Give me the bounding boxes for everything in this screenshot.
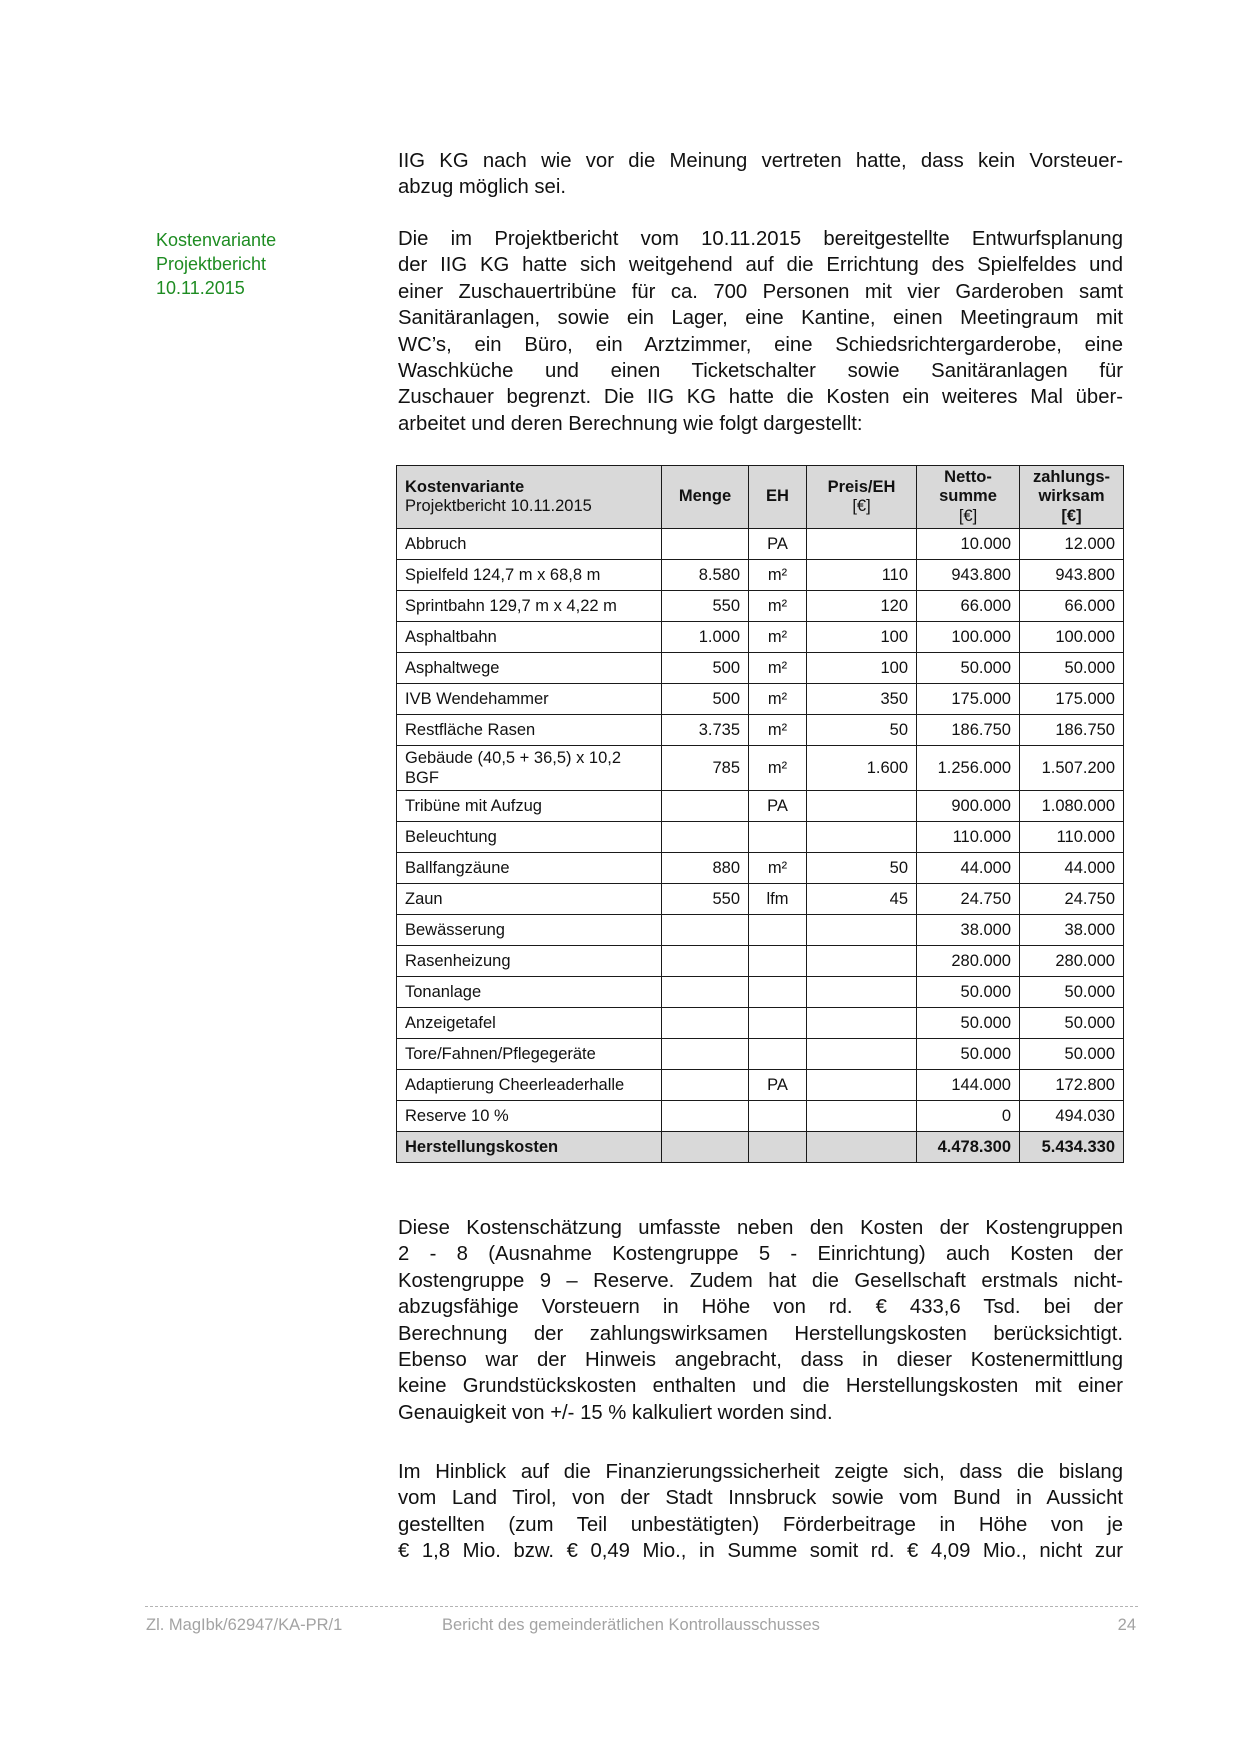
cell-zahlungswirksam: 5.434.330	[1020, 1132, 1124, 1163]
cell-eh: m²	[749, 715, 807, 746]
cell-menge	[662, 529, 749, 560]
header-title: Kostenvariante	[405, 477, 525, 496]
table-row	[397, 529, 1124, 560]
cost-table	[396, 465, 1124, 1163]
cell-eh: m²	[749, 746, 807, 791]
cell-menge	[662, 977, 749, 1008]
cell-menge: 3.735	[662, 715, 749, 746]
cell-label: Anzeigetafel	[397, 1008, 662, 1039]
cell-menge: 500	[662, 653, 749, 684]
cell-zahlungswirksam: 1.507.200	[1020, 746, 1124, 791]
cell-eh	[749, 1132, 807, 1163]
cell-menge	[662, 1132, 749, 1163]
table-row	[397, 560, 1124, 591]
margin-note-line: Projektbericht	[156, 254, 267, 274]
cell-eh	[749, 915, 807, 946]
cell-nettosumme: 280.000	[917, 946, 1020, 977]
cell-nettosumme: 175.000	[917, 684, 1020, 715]
cell-eh	[749, 1039, 807, 1070]
text-line: Berechnung der zahlungswirksamen Herstellungskosten berücksichtigt.	[398, 1322, 1123, 1345]
cell-label: Spielfeld 124,7 m x 68,8 m	[397, 560, 662, 591]
cell-eh: PA	[749, 1070, 807, 1101]
cell-menge: 550	[662, 591, 749, 622]
cell-label: IVB Wendehammer	[397, 684, 662, 715]
header-subtitle: Projektbericht 10.11.2015	[405, 497, 592, 515]
text-line: Diese Kostenschätzung umfasste neben den Kosten der Kostengruppen	[398, 1217, 1123, 1239]
cell-label: Gebäude (40,5 + 36,5) x 10,2 BGF	[397, 746, 662, 791]
cell-eh	[749, 1101, 807, 1132]
cell-label: Bewässerung	[397, 915, 662, 946]
table-row	[397, 884, 1124, 915]
cell-preis: 50	[807, 715, 917, 746]
cell-label: Beleuchtung	[397, 822, 662, 853]
cell-nettosumme: 10.000	[917, 529, 1020, 560]
cell-preis: 100	[807, 622, 917, 653]
header-unit: [€]	[852, 497, 871, 515]
cell-preis: 100	[807, 653, 917, 684]
table-row	[397, 1101, 1124, 1132]
cell-zahlungswirksam: 100.000	[1020, 622, 1124, 653]
cell-zahlungswirksam: 66.000	[1020, 591, 1124, 622]
header-unit: [€]	[958, 506, 978, 525]
cell-eh	[749, 977, 807, 1008]
cell-nettosumme: 1.256.000	[917, 746, 1020, 791]
cell-eh: m²	[749, 560, 807, 591]
cell-menge	[662, 1039, 749, 1070]
cell-eh: m²	[749, 853, 807, 884]
cell-preis: 50	[807, 853, 917, 884]
cell-eh: m²	[749, 653, 807, 684]
cell-label: Tribüne mit Aufzug	[397, 791, 662, 822]
cell-label: Asphaltwege	[397, 653, 662, 684]
cell-nettosumme: 50.000	[917, 1039, 1020, 1070]
table-row	[397, 822, 1124, 853]
table-header-row	[397, 466, 1124, 529]
cell-nettosumme: 943.800	[917, 560, 1020, 591]
text-line: gestellten (zum Teil unbestätigten) Förderbeitrage in Höhe von je	[398, 1513, 1123, 1536]
header-title: wirksam	[1038, 487, 1105, 506]
cell-menge	[662, 915, 749, 946]
cell-zahlungswirksam: 50.000	[1020, 653, 1124, 684]
cell-zahlungswirksam: 175.000	[1020, 684, 1124, 715]
table-row	[397, 1039, 1124, 1070]
cell-label: Herstellungskosten	[397, 1132, 662, 1163]
cell-preis	[807, 977, 917, 1008]
cell-nettosumme: 66.000	[917, 591, 1020, 622]
cell-menge	[662, 822, 749, 853]
cell-menge	[662, 1008, 749, 1039]
cell-label: Rasenheizung	[397, 946, 662, 977]
text-line: vom Land Tirol, von der Stadt Innsbruck sowie vom Bund in Aussicht	[398, 1487, 1123, 1510]
header-title: Netto-	[944, 467, 992, 486]
header-title: zahlungs-	[1033, 467, 1110, 486]
header-title: Preis/EH	[827, 477, 896, 496]
header-eh: EH	[749, 466, 807, 529]
cell-label: Zaun	[397, 884, 662, 915]
table-row	[397, 915, 1124, 946]
cell-zahlungswirksam: 50.000	[1020, 977, 1124, 1008]
cell-nettosumme: 24.750	[917, 884, 1020, 915]
cell-nettosumme: 4.478.300	[917, 1132, 1020, 1163]
cell-eh: m²	[749, 684, 807, 715]
cell-zahlungswirksam: 943.800	[1020, 560, 1124, 591]
cell-nettosumme: 50.000	[917, 653, 1020, 684]
cell-label: Reserve 10 %	[397, 1101, 662, 1132]
text-line: 2 - 8 (Ausnahme Kostengruppe 5 - Einrichtung) auch Kosten der	[398, 1243, 1123, 1266]
cell-menge	[662, 946, 749, 977]
cell-preis	[807, 1039, 917, 1070]
text-line: Im Hinblick auf die Finanzierungssicherheit zeigte sich, dass die bislang	[398, 1461, 1123, 1483]
cell-label: Ballfangzäune	[397, 853, 662, 884]
cell-eh: m²	[749, 622, 807, 653]
cell-preis	[807, 529, 917, 560]
cell-menge: 1.000	[662, 622, 749, 653]
cell-eh	[749, 1008, 807, 1039]
table-row	[397, 1008, 1124, 1039]
cell-nettosumme: 110.000	[917, 822, 1020, 853]
cell-zahlungswirksam: 494.030	[1020, 1101, 1124, 1132]
text-line: abzugsfähige Vorsteuern in Höhe von rd. € 433,6 Tsd. bei der	[398, 1296, 1123, 1319]
cell-preis	[807, 1101, 917, 1132]
cell-nettosumme: 38.000	[917, 915, 1020, 946]
header-kostenvariante	[397, 466, 662, 529]
cell-nettosumme: 50.000	[917, 1008, 1020, 1039]
cell-nettosumme: 50.000	[917, 977, 1020, 1008]
cell-zahlungswirksam: 50.000	[1020, 1008, 1124, 1039]
header-menge: Menge	[662, 466, 749, 529]
cell-label: Restfläche Rasen	[397, 715, 662, 746]
header-title: summe	[939, 487, 997, 506]
table-row	[397, 791, 1124, 822]
text-line: Kostengruppe 9 – Reserve. Zudem hat die Gesellschaft erstmals nicht-	[398, 1269, 1123, 1292]
cell-zahlungswirksam: 110.000	[1020, 822, 1124, 853]
margin-note-line: 10.11.2015	[156, 278, 245, 298]
text-line: IIG KG nach wie vor die Meinung vertreten hatte, dass kein Vorsteuer-	[398, 150, 1123, 172]
footer-reference: Zl. MagIbk/62947/KA-PR/1	[146, 1616, 343, 1634]
cell-menge	[662, 1101, 749, 1132]
cell-preis	[807, 915, 917, 946]
text-line: Die im Projektbericht vom 10.11.2015 bereitgestellte Entwurfsplanung	[398, 228, 1123, 250]
table-row	[397, 1070, 1124, 1101]
table-row	[397, 946, 1124, 977]
cell-preis	[807, 1132, 917, 1163]
paragraph-entwurfsplanung	[398, 226, 1123, 437]
table-row	[397, 684, 1124, 715]
cell-menge: 500	[662, 684, 749, 715]
cell-nettosumme: 900.000	[917, 791, 1020, 822]
cell-label: Abbruch	[397, 529, 662, 560]
cell-label: Asphaltbahn	[397, 622, 662, 653]
header-nettosumme	[917, 466, 1020, 529]
cell-label: Sprintbahn 129,7 m x 4,22 m	[397, 591, 662, 622]
cell-eh: PA	[749, 529, 807, 560]
footer-title: Bericht des gemeinderätlichen Kontrollausschusses	[442, 1616, 820, 1634]
table-row	[397, 653, 1124, 684]
table-total-row	[397, 1132, 1124, 1163]
cell-menge: 880	[662, 853, 749, 884]
table-row	[397, 977, 1124, 1008]
cell-eh	[749, 822, 807, 853]
cell-eh: PA	[749, 791, 807, 822]
cell-eh: m²	[749, 591, 807, 622]
paragraph-kostenschaetzung	[398, 1215, 1123, 1426]
text-line: Zuschauer begrenzt. Die IIG KG hatte die Kosten ein weiteres Mal über-	[398, 386, 1123, 409]
cell-preis	[807, 946, 917, 977]
cell-preis: 1.600	[807, 746, 917, 791]
cell-nettosumme: 44.000	[917, 853, 1020, 884]
cell-eh: lfm	[749, 884, 807, 915]
table-row	[397, 715, 1124, 746]
cell-zahlungswirksam: 50.000	[1020, 1039, 1124, 1070]
paragraph-vorsteuer	[398, 148, 1123, 201]
text-line: keine Grundstückskosten enthalten und die Herstellungskosten mit einer	[398, 1375, 1123, 1398]
cell-label: Tore/Fahnen/Pflegegeräte	[397, 1039, 662, 1070]
text-line: der IIG KG hatte sich weitgehend auf die Errichtung des Spielfeldes und	[398, 254, 1123, 277]
text-line: Sanitäranlagen, sowie ein Lager, eine Kantine, einen Meetingraum mit	[398, 307, 1123, 330]
cell-nettosumme: 0	[917, 1101, 1020, 1132]
cell-nettosumme: 100.000	[917, 622, 1020, 653]
header-unit: [€]	[1061, 506, 1082, 525]
cell-zahlungswirksam: 24.750	[1020, 884, 1124, 915]
page-number: 24	[1117, 1616, 1136, 1634]
table-row	[397, 853, 1124, 884]
text-line: Genauigkeit von +/- 15 % kalkuliert worden sind.	[398, 1401, 833, 1424]
text-line: Waschküche und einen Ticketschalter sowie Sanitäranlagen für	[398, 359, 1123, 382]
cell-menge: 550	[662, 884, 749, 915]
cell-preis	[807, 1070, 917, 1101]
cell-eh	[749, 946, 807, 977]
footer-divider	[145, 1606, 1138, 1607]
cell-zahlungswirksam: 280.000	[1020, 946, 1124, 977]
text-line: € 1,8 Mio. bzw. € 0,49 Mio., in Summe somit rd. € 4,09 Mio., nicht zur	[398, 1540, 1123, 1563]
cell-menge: 785	[662, 746, 749, 791]
header-preis	[807, 466, 917, 529]
cell-preis: 45	[807, 884, 917, 915]
text-line: Ebenso war der Hinweis angebracht, dass in dieser Kostenermittlung	[398, 1348, 1123, 1371]
text-line: abzug möglich sei.	[398, 176, 566, 199]
cell-zahlungswirksam: 172.800	[1020, 1070, 1124, 1101]
cell-preis	[807, 822, 917, 853]
cell-zahlungswirksam: 12.000	[1020, 529, 1124, 560]
table-row	[397, 746, 1124, 791]
cell-menge	[662, 791, 749, 822]
cell-preis: 350	[807, 684, 917, 715]
paragraph-finanzierung	[398, 1459, 1123, 1565]
cell-preis: 110	[807, 560, 917, 591]
cell-preis	[807, 1008, 917, 1039]
cell-preis	[807, 791, 917, 822]
table-row	[397, 591, 1124, 622]
cell-nettosumme: 186.750	[917, 715, 1020, 746]
cell-zahlungswirksam: 186.750	[1020, 715, 1124, 746]
text-line: einer Zuschauertribüne für ca. 700 Personen mit vier Garderoben samt	[398, 280, 1123, 303]
header-zahlungswirksam	[1020, 466, 1124, 529]
cell-zahlungswirksam: 1.080.000	[1020, 791, 1124, 822]
cell-label: Tonanlage	[397, 977, 662, 1008]
cell-menge	[662, 1070, 749, 1101]
cell-menge: 8.580	[662, 560, 749, 591]
cell-zahlungswirksam: 38.000	[1020, 915, 1124, 946]
table-row	[397, 622, 1124, 653]
cell-zahlungswirksam: 44.000	[1020, 853, 1124, 884]
text-line: arbeitet und deren Berechnung wie folgt dargestellt:	[398, 412, 863, 435]
text-line: WC’s, ein Büro, ein Arztzimmer, eine Schiedsrichtergarderobe, eine	[398, 333, 1123, 356]
cell-nettosumme: 144.000	[917, 1070, 1020, 1101]
margin-note	[156, 228, 356, 300]
cell-preis: 120	[807, 591, 917, 622]
cell-label: Adaptierung Cheerleaderhalle	[397, 1070, 662, 1101]
margin-note-line: Kostenvariante	[156, 230, 277, 250]
